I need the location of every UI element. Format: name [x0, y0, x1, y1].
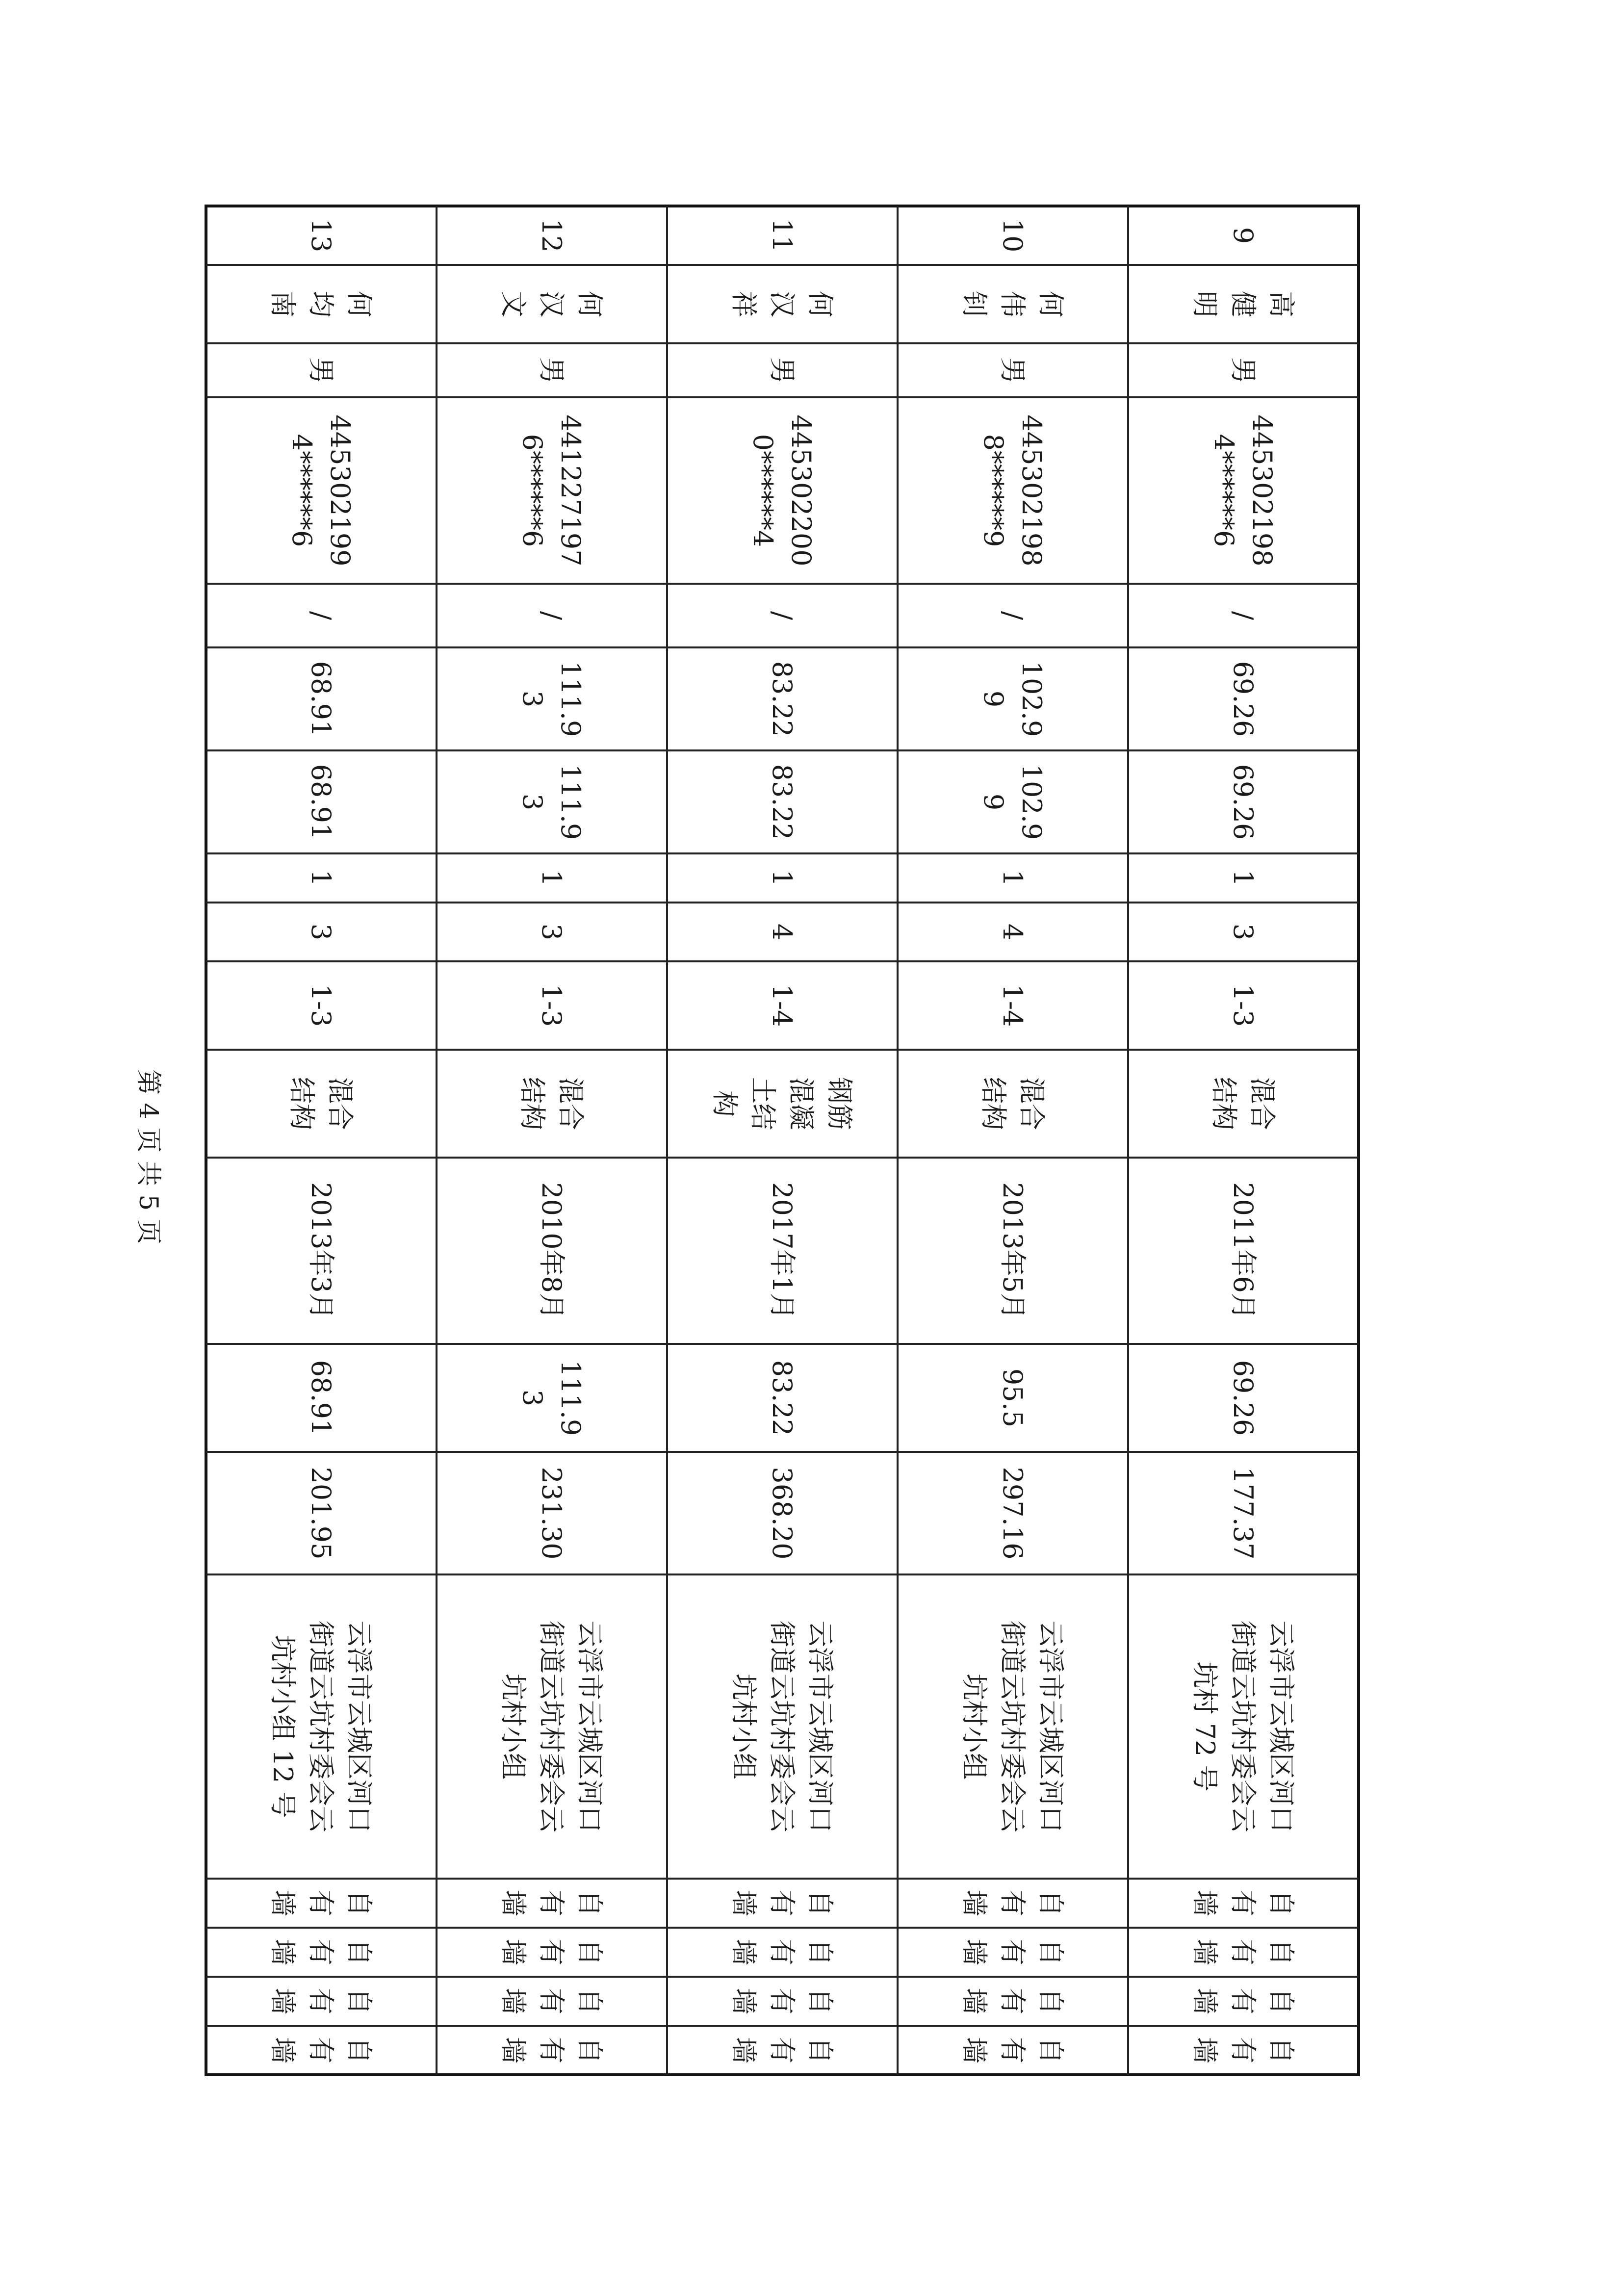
cell-wall-4: 自: [574, 2037, 606, 2064]
cell-wall-1: 墙: [1189, 1890, 1221, 1916]
cell-wall-3: 有: [306, 1988, 337, 2014]
cell-col-b: 3: [517, 690, 548, 708]
cell-wall-4: 墙: [728, 2037, 760, 2064]
cell-address: 坑村小组 12 号: [267, 1635, 299, 1818]
cell-wall-2: 墙: [1189, 1939, 1221, 1965]
cell-col-b: 9: [978, 690, 1009, 708]
cell-index: 11: [767, 218, 798, 253]
cell-address: 云浮市云城区河口: [805, 1621, 836, 1832]
cell-wall-4: 自: [805, 2037, 836, 2064]
cell-id-number: 6******6: [517, 434, 548, 547]
cell-structure: 结构: [517, 1077, 548, 1130]
cell-wall-4: 自: [1266, 2037, 1297, 2064]
cell-gender: 男: [536, 357, 567, 384]
cell-wall-4: 墙: [1189, 2037, 1221, 2064]
cell-wall-1: 有: [767, 1890, 798, 1916]
cell-address: 街道云坑村委会云: [536, 1621, 567, 1832]
cell-structure: 构: [709, 1090, 741, 1117]
cell-address: 街道云坑村委会云: [767, 1621, 798, 1832]
cell-col-d: 1: [767, 869, 798, 887]
cell-build-date: 2011年6月: [1228, 1182, 1259, 1319]
cell-wall-1: 墙: [728, 1890, 760, 1916]
cell-structure: 混凝: [786, 1077, 817, 1130]
cell-col-d: 1: [306, 869, 337, 887]
cell-wall-2: 有: [1228, 1939, 1259, 1965]
cell-col-d: 1: [536, 869, 567, 887]
cell-wall-4: 墙: [498, 2037, 529, 2064]
property-table: [206, 206, 1359, 2075]
cell-wall-3: 有: [997, 1988, 1029, 2014]
cell-wall-1: 自: [1035, 1890, 1067, 1916]
cell-gender: 男: [997, 357, 1029, 384]
cell-wall-3: 自: [574, 1988, 606, 2014]
cell-build-date: 2010年8月: [536, 1182, 567, 1319]
cell-name: 何: [805, 291, 836, 317]
cell-col-h: 297.16: [997, 1467, 1029, 1560]
cell-col-d: 1: [997, 869, 1029, 887]
cell-col-c: 102.9: [1016, 764, 1048, 840]
cell-name: 明: [1189, 291, 1221, 317]
cell-col-c: 83.22: [767, 764, 798, 840]
cell-col-a: /: [1228, 611, 1259, 620]
cell-id-number: 445302200: [786, 414, 817, 567]
cell-wall-3: 自: [805, 1988, 836, 2014]
cell-wall-2: 墙: [728, 1939, 760, 1965]
cell-wall-2: 有: [536, 1939, 567, 1965]
cell-id-number: 8******9: [978, 434, 1009, 547]
cell-wall-1: 有: [997, 1890, 1029, 1916]
cell-wall-3: 墙: [1189, 1988, 1221, 2014]
cell-wall-1: 有: [536, 1890, 567, 1916]
cell-wall-4: 墙: [267, 2037, 299, 2064]
cell-col-d: 1: [1228, 869, 1259, 887]
cell-col-a: /: [536, 611, 567, 620]
cell-build-date: 2013年5月: [997, 1182, 1029, 1319]
cell-wall-1: 墙: [959, 1890, 990, 1916]
cell-structure: 混合: [1016, 1077, 1048, 1130]
cell-structure: 结构: [1209, 1077, 1240, 1130]
cell-col-b: 68.91: [306, 661, 337, 737]
cell-id-number: 4******6: [286, 434, 318, 547]
cell-gender: 男: [1228, 357, 1259, 384]
cell-col-g: 95.5: [997, 1368, 1029, 1428]
cell-wall-4: 有: [1228, 2037, 1259, 2064]
cell-wall-1: 自: [805, 1890, 836, 1916]
cell-index: 12: [536, 218, 567, 253]
cell-address: 街道云坑村委会云: [997, 1621, 1029, 1832]
cell-col-c: 3: [517, 793, 548, 811]
cell-col-a: /: [767, 611, 798, 620]
cell-name: 钊: [959, 291, 990, 317]
cell-wall-1: 墙: [267, 1890, 299, 1916]
cell-col-e: 4: [767, 923, 798, 941]
cell-col-e: 3: [1228, 923, 1259, 941]
cell-structure: 结构: [286, 1077, 318, 1130]
cell-gender: 男: [767, 357, 798, 384]
cell-wall-3: 自: [1266, 1988, 1297, 2014]
cell-col-f: 1-3: [306, 984, 337, 1027]
cell-wall-2: 有: [767, 1939, 798, 1965]
cell-name: 何: [344, 291, 375, 317]
cell-address: 云浮市云城区河口: [574, 1621, 606, 1832]
cell-name: 文: [498, 291, 529, 317]
cell-wall-3: 自: [1035, 1988, 1067, 2014]
cell-wall-2: 自: [344, 1939, 375, 1965]
cell-index: 10: [997, 218, 1029, 253]
cell-col-a: /: [997, 611, 1029, 620]
cell-col-b: 69.26: [1228, 661, 1259, 737]
cell-wall-3: 有: [767, 1988, 798, 2014]
cell-structure: 混合: [325, 1077, 356, 1130]
cell-name: 南: [267, 291, 299, 317]
cell-col-a: /: [306, 611, 337, 620]
cell-name: 何: [574, 291, 606, 317]
cell-name: 汉: [767, 291, 798, 317]
cell-col-f: 1-4: [767, 984, 798, 1027]
cell-wall-3: 有: [536, 1988, 567, 2014]
cell-name: 祥: [728, 291, 760, 317]
cell-address: 云浮市云城区河口: [1035, 1621, 1067, 1832]
page-footer: 第 4 页 共 5 页: [133, 1069, 163, 1244]
cell-wall-2: 墙: [267, 1939, 299, 1965]
cell-col-b: 102.9: [1016, 661, 1048, 737]
cell-id-number: 0******4: [747, 434, 779, 547]
cell-name: 健: [1228, 291, 1259, 317]
cell-address: 云浮市云城区河口: [1266, 1621, 1297, 1832]
cell-wall-2: 有: [306, 1939, 337, 1965]
cell-col-h: 231.30: [536, 1467, 567, 1560]
cell-col-g: 3: [517, 1389, 548, 1407]
cell-wall-4: 有: [536, 2037, 567, 2064]
cell-col-f: 1-3: [536, 984, 567, 1027]
cell-id-number: 445302199: [325, 414, 356, 567]
cell-name: 何: [1035, 291, 1067, 317]
cell-wall-1: 自: [344, 1890, 375, 1916]
cell-structure: 钢筋: [824, 1077, 855, 1130]
cell-col-h: 177.37: [1228, 1467, 1259, 1560]
cell-col-g: 69.26: [1228, 1360, 1259, 1436]
cell-col-g: 68.91: [306, 1360, 337, 1436]
cell-col-e: 3: [536, 923, 567, 941]
cell-col-e: 3: [306, 923, 337, 941]
cell-name: 高: [1266, 291, 1297, 317]
cell-id-number: 4******6: [1209, 434, 1240, 547]
cell-id-number: 445302198: [1247, 414, 1278, 567]
cell-wall-4: 自: [344, 2037, 375, 2064]
cell-structure: 结构: [978, 1077, 1009, 1130]
cell-wall-3: 墙: [959, 1988, 990, 2014]
cell-wall-2: 自: [1266, 1939, 1297, 1965]
cell-wall-2: 墙: [959, 1939, 990, 1965]
cell-col-c: 9: [978, 793, 1009, 811]
cell-wall-4: 有: [997, 2037, 1029, 2064]
cell-structure: 混合: [555, 1077, 587, 1130]
cell-wall-2: 自: [574, 1939, 606, 1965]
cell-col-h: 201.95: [306, 1467, 337, 1560]
cell-wall-2: 墙: [498, 1939, 529, 1965]
cell-address: 云浮市云城区河口: [344, 1621, 375, 1832]
cell-id-number: 441227197: [555, 414, 587, 567]
cell-name: 均: [306, 291, 337, 317]
cell-col-b: 83.22: [767, 661, 798, 737]
cell-structure: 土结: [747, 1077, 779, 1130]
cell-wall-3: 有: [1228, 1988, 1259, 2014]
cell-wall-4: 有: [306, 2037, 337, 2064]
cell-wall-1: 有: [306, 1890, 337, 1916]
cell-wall-3: 墙: [498, 1988, 529, 2014]
cell-structure: 混合: [1247, 1077, 1278, 1130]
cell-id-number: 445302198: [1016, 414, 1048, 567]
cell-wall-2: 有: [997, 1939, 1029, 1965]
cell-index: 9: [1228, 227, 1259, 244]
cell-wall-4: 有: [767, 2037, 798, 2064]
cell-col-f: 1-4: [997, 984, 1029, 1027]
cell-address: 坑村小组: [728, 1674, 760, 1780]
cell-wall-1: 墙: [498, 1890, 529, 1916]
cell-col-g: 111.9: [555, 1360, 587, 1436]
cell-address: 街道云坑村委会云: [1228, 1621, 1259, 1832]
cell-build-date: 2017年1月: [767, 1182, 798, 1319]
cell-index: 13: [306, 218, 337, 253]
cell-wall-2: 自: [1035, 1939, 1067, 1965]
cell-wall-3: 墙: [728, 1988, 760, 2014]
cell-col-g: 83.22: [767, 1360, 798, 1436]
cell-build-date: 2013年3月: [306, 1182, 337, 1319]
cell-address: 街道云坑村委会云: [306, 1621, 337, 1832]
cell-name: 伟: [997, 291, 1029, 317]
cell-col-c: 69.26: [1228, 764, 1259, 840]
cell-wall-1: 自: [574, 1890, 606, 1916]
cell-wall-1: 自: [1266, 1890, 1297, 1916]
cell-wall-3: 墙: [267, 1988, 299, 2014]
cell-name: 汉: [536, 291, 567, 317]
cell-col-f: 1-3: [1228, 984, 1259, 1027]
cell-wall-1: 有: [1228, 1890, 1259, 1916]
cell-wall-2: 自: [805, 1939, 836, 1965]
cell-col-h: 368.20: [767, 1467, 798, 1560]
cell-wall-4: 墙: [959, 2037, 990, 2064]
cell-address: 坑村小组: [498, 1674, 529, 1780]
cell-wall-4: 自: [1035, 2037, 1067, 2064]
cell-wall-3: 自: [344, 1988, 375, 2014]
cell-address: 坑村小组: [959, 1674, 990, 1780]
cell-col-b: 111.9: [555, 661, 587, 737]
cell-col-e: 4: [997, 923, 1029, 941]
cell-col-c: 111.9: [555, 764, 587, 840]
cell-gender: 男: [306, 357, 337, 384]
cell-col-c: 68.91: [306, 764, 337, 840]
cell-address: 坑村 72 号: [1189, 1661, 1221, 1792]
